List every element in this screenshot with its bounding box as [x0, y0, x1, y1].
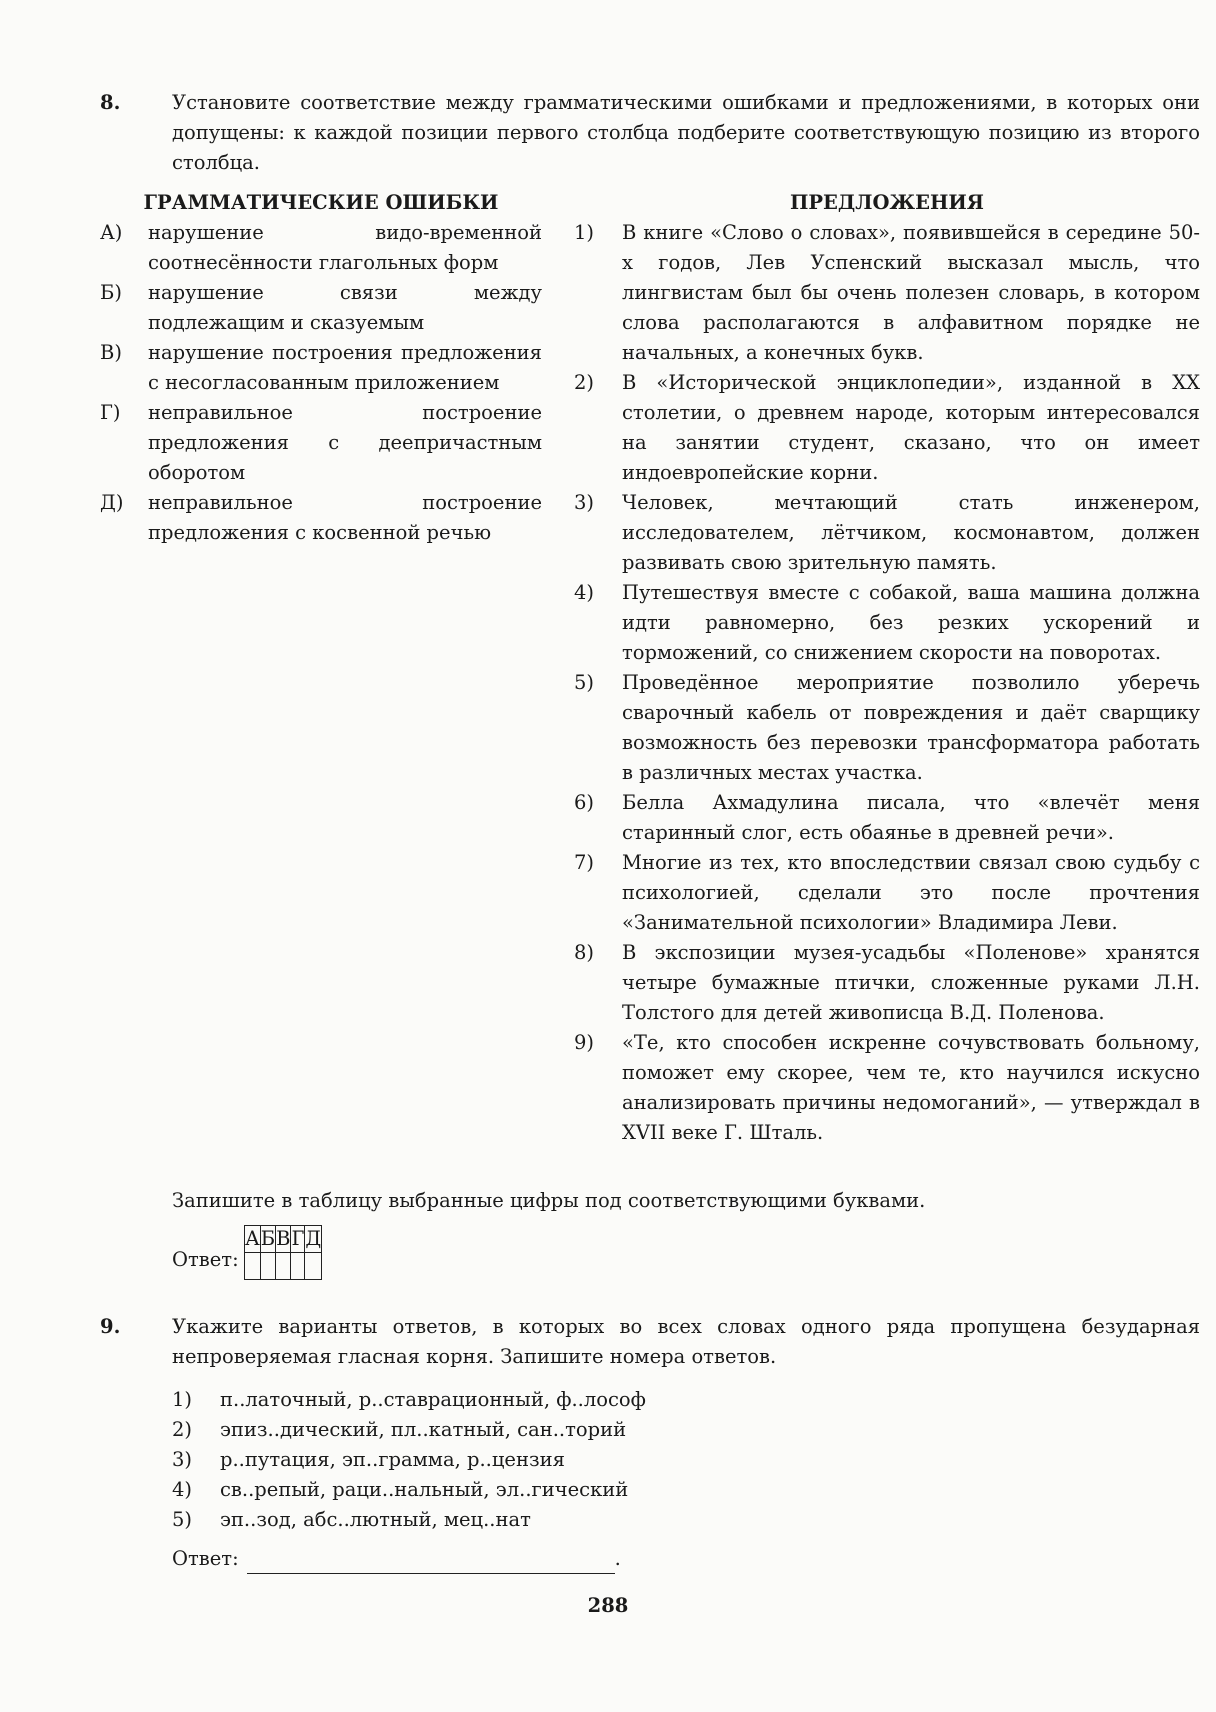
sentence-mark: 3): [574, 491, 595, 514]
error-text: неправильное построение предложения с деепричастным оборотом: [148, 401, 542, 484]
answer-cell[interactable]: [260, 1253, 275, 1280]
table-header-cell: А: [245, 1226, 261, 1253]
task-instruction: Установите соответствие между грамматическими ошибками и предложениями, в которых они допущены: к каждой позиции первого столбца подберите соответствующую позицию из второго столбца.: [172, 91, 1200, 174]
task-number: 9.: [100, 1315, 121, 1338]
sentence-text: В книге «Слово о словах», появившейся в середине 50-х годов, Лев Успенский высказал мысль, что лингвистам был бы очень полезен словарь, в котором слова располагаются в алфавитном порядке не начальных, а конечных букв.: [622, 221, 1200, 364]
answer-cell[interactable]: [305, 1253, 322, 1280]
sentence-item: [574, 1028, 1200, 1148]
sentence-mark: 6): [574, 791, 595, 814]
sentence-item: [574, 668, 1200, 788]
sentence-text: Белла Ахмадулина писала, что «влечёт меня старинный слог, есть обаянье в древней речи».: [622, 791, 1200, 844]
sentence-text: Человек, мечтающий стать инженером, исследователем, лётчиком, космонавтом, должен развивать свою зрительную память.: [622, 491, 1200, 574]
answer-label: Ответ:: [172, 1248, 239, 1271]
sentences-column: [574, 188, 1200, 1148]
error-text: нарушение построения предложения с несогласованным приложением: [148, 341, 542, 394]
table-header-cell: Д: [305, 1226, 322, 1253]
sentence-item: [574, 848, 1200, 938]
option-mark: 1): [172, 1388, 193, 1411]
option-text: п..латочный, р..ставрационный, ф..лософ: [220, 1388, 646, 1411]
sentence-mark: 4): [574, 581, 595, 604]
sentence-item: [574, 368, 1200, 488]
answer-line[interactable]: [247, 1551, 615, 1574]
option-item: [172, 1385, 646, 1415]
answer-table: [244, 1225, 322, 1280]
sentence-mark: 8): [574, 941, 595, 964]
answer-label: Ответ:: [172, 1547, 239, 1570]
sentence-mark: 9): [574, 1031, 595, 1054]
table-header-cell: В: [276, 1226, 291, 1253]
error-mark: А): [100, 221, 123, 244]
task-instruction: Укажите варианты ответов, в которых во всех словах одного ряда пропущена безударная непроверяемая гласная корня. Запишите номера ответов.: [172, 1315, 1200, 1368]
sentence-text: «Те, кто способен искренне сочувствовать больному, поможет ему скорее, чем те, кто научился искусно анализировать причины недомоганий», — утверждал в XVII веке Г. Шталь.: [622, 1031, 1200, 1144]
answer-cell[interactable]: [276, 1253, 291, 1280]
task-8: [100, 88, 1200, 178]
option-mark: 3): [172, 1448, 193, 1471]
sentences-header: ПРЕДЛОЖЕНИЯ: [789, 191, 984, 214]
sentence-mark: 7): [574, 851, 595, 874]
sentence-mark: 1): [574, 221, 595, 244]
answer-cell[interactable]: [245, 1253, 261, 1280]
error-text: неправильное построение предложения с косвенной речью: [148, 491, 542, 544]
error-item: [100, 398, 542, 488]
error-item: [100, 338, 542, 398]
errors-column: [100, 188, 542, 548]
option-text: эпиз..дический, пл..катный, сан..торий: [220, 1418, 627, 1441]
errors-header: ГРАММАТИЧЕСКИЕ ОШИБКИ: [143, 191, 499, 214]
error-mark: Г): [100, 401, 121, 424]
sentence-item: [574, 218, 1200, 368]
sentence-item: [574, 488, 1200, 578]
error-mark: В): [100, 341, 122, 364]
sentence-text: Путешествуя вместе с собакой, ваша машина должна идти равномерно, без резких ускорений и торможений, со снижением скорости на поворотах.: [622, 581, 1200, 664]
error-item: [100, 218, 542, 278]
sentence-mark: 5): [574, 671, 595, 694]
sentence-mark: 2): [574, 371, 595, 394]
write-note: Запишите в таблицу выбранные цифры под соответствующими буквами.: [172, 1189, 926, 1212]
sentence-text: В экспозиции музея-усадьбы «Поленове» хранятся четыре бумажные птички, сложенные руками Л.Н. Толстого для детей живописца В.Д. Поленова.: [622, 941, 1200, 1024]
task9-answer: [172, 1544, 621, 1574]
sentence-text: В «Исторической энциклопедии», изданной в XX столетии, о древнем народе, которым интересовался на занятии студент, сказано, что он имеет индоевропейские корни.: [622, 371, 1200, 484]
option-item: [172, 1475, 646, 1505]
sentence-item: [574, 578, 1200, 668]
option-text: эп..зод, абс..лютный, мец..нат: [220, 1508, 531, 1531]
sentence-item: [574, 938, 1200, 1028]
sentence-item: [574, 788, 1200, 848]
task-9: [100, 1312, 1200, 1372]
option-mark: 5): [172, 1508, 193, 1531]
option-item: [172, 1445, 646, 1475]
sentence-text: Многие из тех, кто впоследствии связал свою судьбу с психологией, сделали это после прочтения «Занимательной психологии» Владимира Леви.: [622, 851, 1200, 934]
error-mark: Д): [100, 491, 124, 514]
error-text: нарушение видо-временной соотнесённости глагольных форм: [148, 221, 542, 274]
error-text: нарушение связи между подлежащим и сказуемым: [148, 281, 542, 334]
option-mark: 4): [172, 1478, 193, 1501]
task-number: 8.: [100, 91, 121, 114]
page-number: 288: [587, 1594, 629, 1617]
option-text: св..репый, раци..нальный, эл..гический: [220, 1478, 629, 1501]
answer-end: .: [614, 1547, 621, 1570]
option-text: р..путация, эп..грамма, р..цензия: [220, 1448, 565, 1471]
table-header-cell: Б: [260, 1226, 275, 1253]
option-item: [172, 1505, 646, 1535]
table-header-cell: Г: [291, 1226, 305, 1253]
error-item: [100, 488, 542, 548]
answer-cell[interactable]: [291, 1253, 305, 1280]
option-item: [172, 1415, 646, 1445]
options-list: [172, 1385, 646, 1535]
error-mark: Б): [100, 281, 122, 304]
option-mark: 2): [172, 1418, 193, 1441]
sentence-text: Проведённое мероприятие позволило уберечь сварочный кабель от повреждения и даёт сварщику возможность без перевозки трансформатора работать в различных местах участка.: [622, 671, 1200, 784]
error-item: [100, 278, 542, 338]
